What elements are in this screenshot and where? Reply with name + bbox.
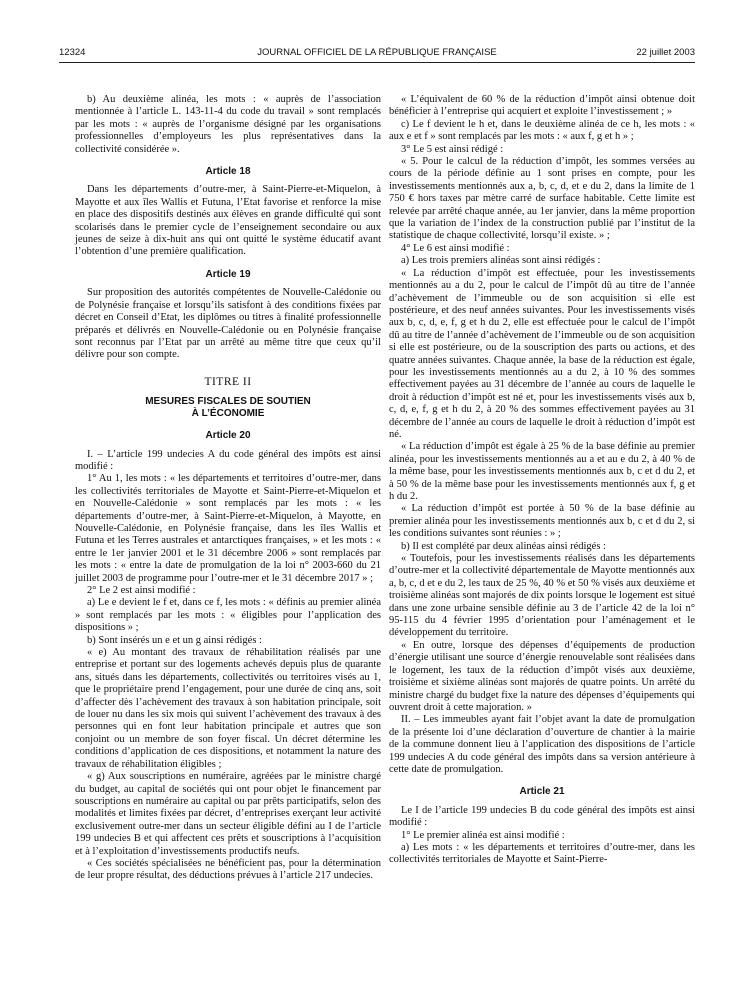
article-heading: Article 18 bbox=[205, 166, 251, 178]
paragraph: b) Sont insérés un e et un g ainsi rédigés : bbox=[87, 634, 262, 646]
paragraph: 1° Au 1, les mots : « les départements et territoires d’outre-mer, dans les collectivités territoriales de Mayotte et Saint-Pierre-et-Miquelon et en Nouvelle-Calédonie » sont remplacés par les mots : « les départements d’outre-mer, à Saint-Pierre-et-Miquelon, à Mayotte, en Nouvelle-Calédonie, en Polynésie française, dans les îles Wallis et Futuna et les Terres australes et antarctiques françaises, » et les mots : « entre le 1er janvier 2001 et le 31 décembre 2006 » sont remplacés par les mots : « entre la date de promulgation de la loi n° 2003-660 du 21 juillet 2003 de programme pour l’outre-mer et le 31 décembre 2017 » ; bbox=[75, 473, 381, 584]
paragraph: 3° Le 5 est ainsi rédigé : bbox=[401, 143, 504, 155]
paragraph: a) Le e devient le f et, dans ce f, les mots : « définis au premier alinéa » sont remplacés par les mots : « éligibles pour l’application des dispositions » ; bbox=[75, 597, 381, 634]
running-header bbox=[59, 47, 695, 61]
left-column bbox=[75, 94, 381, 883]
paragraph: II. – Les immeubles ayant fait l’objet avant la date de promulgation de la présente loi d’une déclaration d’ouverture de chantier à la mairie de la commune donnent lieu à l’application des dispositions de l’article 199 undecies A du code général des impôts dans sa version antérieure à cette date de promulgation. bbox=[389, 714, 695, 775]
paragraph: « 5. Pour le calcul de la réduction d’impôt, les sommes versées au cours de la période définie au 1 sont prises en compte, pour les investissements mentionnés aux a, b, c, d, et e du 2, dans la limite de 1 750 € hors taxes par mètre carré de surface habitable. Cette limite est relevée par arrêté chaque année, au 1er janvier, dans la même proportion que la variation de l’index de la construction publié par l’institut de la statistique de chaque collectivité, lorsqu’il existe. » ; bbox=[389, 156, 695, 242]
paragraph: b) Il est complété par deux alinéas ainsi rédigés : bbox=[401, 540, 606, 552]
paragraph: « Toutefois, pour les investissements réalisés dans les départements d’outre-mer et la collectivité départementale de Mayotte mentionnés aux a, b, c, d et e du 2, les taux de 25 %, 40 % et 50 % visés aux deuxième et troisième alinéas sont majorés de dix points lorsque le logement est situé dans une zone urbaine sensible définie au 3 de l’article 42 de la loi n° 95-115 du 4 février 1995 d’orientation pour l’aménagement et le développement du territoire. bbox=[389, 553, 695, 639]
paragraph: 4° Le 6 est ainsi modifié : bbox=[401, 242, 510, 254]
paragraph: 1° Le premier alinéa est ainsi modifié : bbox=[401, 829, 565, 841]
paragraph: a) Les trois premiers alinéas sont ainsi rédigés : bbox=[401, 255, 601, 267]
paragraph: Dans les départements d’outre-mer, à Saint-Pierre-et-Miquelon, à Mayotte et aux îles Wallis et Futuna, l’Etat favorise et renforce la mise en place des dispositifs destinés aux élèves en grande difficulté qui sont scolarisés dans le premier cycle de l’enseignement secondaire ou aux jeunes de seize à dix-huit ans qui ont quitté le système éducatif avant l’obtention d’une première qualification. bbox=[75, 184, 381, 258]
paragraph: 2° Le 2 est ainsi modifié : bbox=[87, 585, 196, 596]
paragraph: c) Le f devient le h et, dans le deuxième alinéa de ce h, les mots : « aux e et f » sont remplacés par les mots : « aux f, g et h » ; bbox=[389, 118, 695, 143]
paragraph: Le I de l’article 199 undecies B du code général des impôts est ainsi modifié : bbox=[389, 804, 695, 829]
section-subtitle bbox=[75, 396, 381, 420]
paragraph: a) Les mots : « les départements et territoires d’outre-mer, dans les collectivités territoriales de Mayotte et Saint-Pierre- bbox=[389, 841, 695, 866]
article-heading: Article 21 bbox=[519, 786, 565, 798]
publication-date: 22 juillet 2003 bbox=[636, 47, 695, 58]
article-heading: Article 20 bbox=[205, 430, 251, 442]
title-heading: TITRE II bbox=[204, 375, 252, 388]
paragraph: « Ces sociétés spécialisées ne bénéficient pas, pour la détermination de leur propre résultat, des déductions prévues à l’article 217 undecies. bbox=[75, 857, 381, 882]
paragraph: « La réduction d’impôt est égale à 25 % de la base définie au premier alinéa, pour les investissements mentionnés au a et au e du 2, à 40 % de la même base, pour les investissements mentionnés aux b, c et d du 2, et à 50 % de la même base pour les investissements mentionnés aux f, g et h du 2. bbox=[389, 441, 695, 502]
article-heading: Article 19 bbox=[205, 268, 251, 280]
subtitle-line: À L’ÉCONOMIE bbox=[191, 408, 265, 420]
paragraph: « La réduction d’impôt est effectuée, pour les investissements mentionnés au a du 2, pour le calcul de l’impôt dû au titre de l’année d’achèvement de l’immeuble ou de son acquisition si elle est postérieure, et des neuf années suivantes. Pour les investissements visés aux b, c, d, e, f, g et h du 2, elle est effectuée pour le calcul de l’impôt dû au titre de l’année d’achèvement de l’immeuble ou de son acquisition si elle est postérieure, ou de la souscription des parts ou actions, et des quatre années suivantes. Chaque année, la base de la réduction est égale, pour les investissements mentionnés au a du 2, à 10 % des sommes effectivement payées au 31 décembre de l’année au cours de laquelle le droit à réduction d’impôt est né et, pour les investissements visés aux b, c, d, e, f, g et h du 2, à 20 % des sommes effectivement payées au 31 décembre de l’année au cours de laquelle le droit à réduction d’impôt est né. bbox=[389, 267, 695, 440]
paragraph: « e) Au montant des travaux de réhabilitation réalisés par une entreprise et portant sur des logements achevés depuis plus de quarante ans, situés dans les départements, collectivités ou territoires visés au 1, que le propriétaire prend l’engagement, pour une durée de cinq ans, soit d’affecter dès l’achèvement des travaux à son habitation principale, soit de louer nu dans les six mois qui suivent l’achèvement des travaux à des personnes qui en font leur habitation principale et autres que son conjoint ou un membre de son foyer fiscal. Un décret détermine les conditions d’application de ces dispositions, et notamment la nature des travaux de réhabilitation éligibles ; bbox=[75, 647, 381, 770]
paragraph: Sur proposition des autorités compétentes de Nouvelle-Calédonie ou de Polynésie française et lorsqu’ils satisfont à des conditions fixées par décret en Conseil d’Etat, les diplômes ou titres à finalité professionnelle préparés et délivrés en Nouvelle-Calédonie ou en Polynésie française sont reconnus par l’Etat par un arrêté au même titre que ceux qu’il délivre pour son compte. bbox=[75, 287, 381, 361]
paragraph: b) Au deuxième alinéa, les mots : « auprès de l’association mentionnée à l’article L. 143-11-4 du code du travail » sont remplacés par les mots : « auprès de l’organisme désigné par les organisations professionnelles d’employeurs les plus représentatives dans la collectivité considérée ». bbox=[75, 94, 381, 155]
paragraph: « L’équivalent de 60 % de la réduction d’impôt ainsi obtenue doit bénéficier à l’entreprise qui acquiert et exploite l’investissement ; » bbox=[389, 94, 695, 118]
paragraph: « g) Aux souscriptions en numéraire, agréées par le ministre chargé du budget, au capital de sociétés qui ont pour objet le financement par souscriptions en numéraire au capital ou par prêts participatifs, selon des modalités et limites fixées par décret, d’entreprises exerçant leur activité exclusivement outre-mer dans un secteur éligible défini au I de l’article 199 undecies B et qui affectent ces prêts et souscriptions à l’acquisition et à l’exploitation d’investissements productifs neufs. bbox=[75, 771, 381, 857]
paragraph: I. – L’article 199 undecies A du code général des impôts est ainsi modifié : bbox=[75, 448, 381, 472]
journal-title: JOURNAL OFFICIEL DE LA RÉPUBLIQUE FRANÇAISE bbox=[257, 47, 497, 58]
subtitle-line: MESURES FISCALES DE SOUTIEN bbox=[145, 396, 311, 408]
paragraph: « En outre, lorsque des dépenses d’équipements de production d’énergie utilisant une source d’énergie renouvelable sont réalisées dans le logement, les taux de la réduction d’impôt visés aux deuxième, troisième et sixième alinéas sont majorés de quatre points. Un arrêté du ministre chargé du budget fixe la nature des dépenses d’équipements qui ouvrent droit à cette majoration. » bbox=[389, 639, 695, 713]
page-number: 12324 bbox=[59, 47, 86, 58]
right-column bbox=[389, 94, 695, 867]
header-rule bbox=[59, 62, 695, 63]
paragraph: « La réduction d’impôt est portée à 50 % de la base définie au premier alinéa pour les investissements mentionnés aux b, c et d du 2, si les conditions suivantes sont réunies : » ; bbox=[389, 503, 695, 540]
